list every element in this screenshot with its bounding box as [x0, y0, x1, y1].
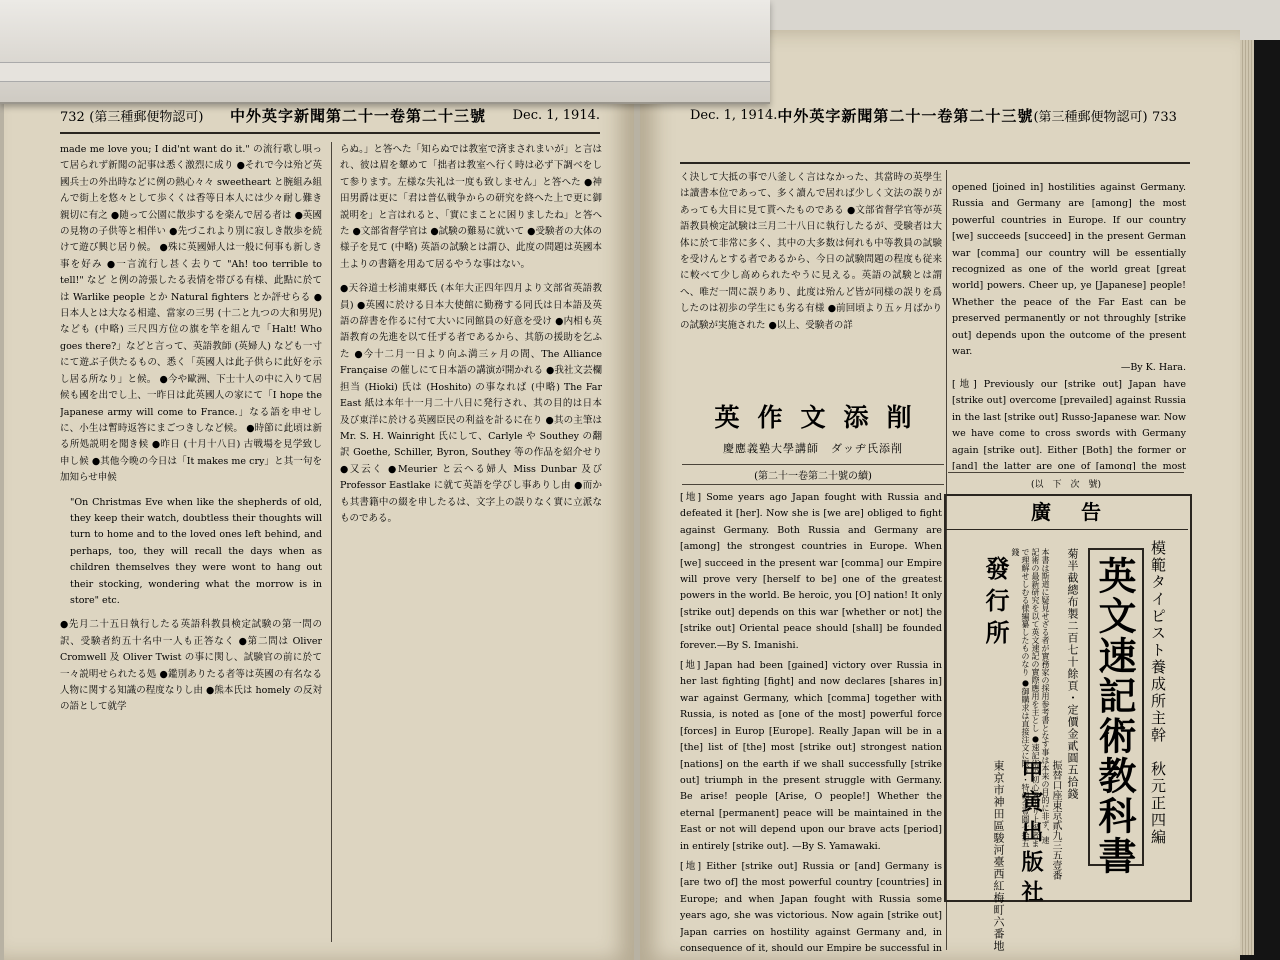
right-col2-entry-2: [地] Previously our [strike out] Japan have [strike out] overcome [prevailed] against Russia in the last [strike out] Russo-Japanese war. Now we have come to cross swords with Germany again [strike out]. Either [Both] the former or [and] the latter are one of [among] the most	[952, 378, 1186, 470]
advertisement-title: 廣告	[944, 494, 1188, 530]
right-col1-entry-2: [地] Japan had been [gained] victory over Russia in her last fighting [fight] and now declares [shares in] war against Germany, which [comma] together with Russia, is noted as [one of the most] powerful force [forces] in Europ [Europe]. Really Japan will be in a [the] list of [the] most [strike out] strongest nation [nations] on the earth if we shall successfully [strike out] triumph in the present struggle with Germany. Be arise! people [Arise, O people!] Whether the eternal [permanent] peace will be maintained in the East or not will depend upon our brave acts [period] in entirely [strike out]. —By S. Yamawaki.	[680, 660, 942, 852]
left-header-rule	[60, 132, 600, 134]
right-column-1-body	[680, 490, 942, 952]
right-col1-entry-1: [地] Some years ago Japan fought with Russia and defeated it [her]. Now she is [we are] obliged to fight against Germany. Both Russia and Germany are [among] the strongest countries in Europe. When [we] succeed in the present war [comma] our Empire will prove very [herself to be] one of the greatest powers in the world. Be heroic, you [O] nation! It only [strike out] depends on this war [whether or not] the [strike out] Oriental peace should [shall] be founded forever.—By S. Imanishi.	[680, 492, 942, 651]
left-page-number: 732	[60, 109, 85, 125]
ad-publisher-label: 發行所	[981, 556, 1010, 652]
ad-school-author: 模範タイピスト養成所主幹 秋元正四編	[1149, 540, 1167, 846]
left-date: Dec. 1, 1914.	[512, 107, 600, 123]
right-header-rule	[680, 162, 1190, 164]
left-column-2	[340, 142, 602, 952]
to-be-continued: (以 下 次 號)	[948, 472, 1184, 490]
right-header-meta	[1033, 106, 1176, 125]
left-header-meta	[60, 106, 203, 125]
right-col2-signature: —By K. Hara.	[1120, 362, 1186, 374]
scanner-clamp	[0, 0, 770, 104]
left-col1-text: made me love you; I did'nt want do it." の流行歌し唄って居られず新聞の記事は悉く激烈に成り ●それで今は殆ど英國兵士の外出時などに例の熱心々々 sweetheart と腕組み組んで街上を悠々として歩くくは香等日本人には少々耐し難き親切に有之 ●随って公園に散歩するを楽んで居る者は ●英國の見物の子供等と相伴い ●先づこれより別に寂しき散歩を続けて遊び興じ居り候。 ●殊に英國婦人は一般に何事も新しき事を好み ●一言流行し甚く去りて "Ah! too terrible to tell!" など と例の誇張したる表情を帯びる有様、此點に於ては Warlike people とか Natural fighters とか評せらる ●日本人とは大なる相違、當家の三男 (十二と九つの大和男児) なども (中略) 三尺四方位の旗を竿を組んで「Halt! Who goes there?」などと言って、英語教師 (英婦人) なども一寸にて遊ぶ子供たるもの、悉く「英國人は此子供らに此好を示し居る所なり」と候。 ●今や歐洲、下士十人の中に入りて居候も國を出でし上、一昨日は此英國人の家にて「I hope the Japanese army will come to France.」なる語を申せしに、小生は暫時返答にまごつきしなど候。 ●時節に此頃は新る所処説明を聞き候 ●昨日 (十月十八日) 古戦場を見学致し申し候 ●其他今晩の今日は「It makes me cry」と其一句を加知らせ申候	[60, 144, 322, 484]
ad-address: 東京市神田區駿河臺西紅梅町六番地	[992, 760, 1005, 952]
right-column-1-top	[680, 170, 942, 390]
right-col2-entry-1: opened [joined in] hostilities against Germany. Russia and Germany are [among] the most powerful countries in Europe. If our country [we] succeeds [succeed] in the present German war [comma] our country will be essentially recognized as one of the world great [great world] powers. Cheer up, ye [Japanese] people! Whether the peace of the Far East can be preserved permanently or not throughly [strike out] depends upon the outcome of the present war.	[952, 182, 1186, 358]
ad-price: 菊半截總布製二百七十餘頁・定價金貳圓五拾錢	[1066, 548, 1079, 800]
right-page-number: 733	[1152, 109, 1177, 125]
left-col1-quote: "On Christmas Eve when like the shepherds of old, they keep their watch, doubtless their thoughts will turn to home and to the loved ones left behind, and perhaps, too, they will recall the days when as children themselves they were wont to hang out their stocking, wondering what the morrow is in store" etc.	[70, 496, 322, 606]
banner-title: 英作文添削	[714, 403, 930, 432]
left-col2-text: らぬ。」と答へた「知らぬでは教室で済まされまいが」と言はれ、彼は眉を顰めて「拙者は教室へ行く時は必ず下調べをして参ります。左様な失礼は一度も致しません」と答へた ●神田男爵は更に「君は普仏戦争からの研究を終へた上で更に御説明を」と言はれると、「實にまことに困りましたね」と答へた ●文部省督学官は ●試験の難易に就いて ●受験者の大体の様子を見て (中略) 英語の試験とは謂ひ、此度の問題は英國本土よりの書籍を用ゐて居るやうな事はない。	[340, 144, 602, 270]
continuation-heading: (第二十一卷第二十號の續)	[682, 464, 944, 485]
page-edges	[1240, 40, 1254, 955]
ad-description: 本書は斯道に疑見せざる者が實務家の採用参考書となす事は本来の目的に非ず、速記術の最新研究を以て英文速記の實際應用を主とし ●速記術の初心者より上級者まで理解せしむる様編纂したものなり ●御購求は直接注文に限り・特價金壹圓七拾五錢	[1011, 548, 1050, 848]
right-page-header	[690, 100, 1177, 130]
right-date: Dec. 1, 1914.	[690, 107, 778, 123]
left-page-header	[60, 100, 600, 130]
right-col1-entry-3: [地] Either [strike out] Russia or [and] Germany is [are two of] the most powerful country [countries] in Europe; and when Japan fought with Russia some years ago, she was victorious. Now again [strike out] Japan carries on hostility against Germany and, in consequence of it, should our Empire be successful in	[680, 860, 942, 952]
ad-publisher-name: 甲寅出版社	[1018, 760, 1044, 910]
left-col2-text-b: ●天谷道士杉浦東郷氏 (本年大正四年四月より文部省英語教員) ●英國に於ける日本大使館に勤務する同氏は日本語及英語の辞書を作るに付て大いに同館員の好意を受け ●内相も英語教育の先進を以て任ずる者であるから、其筋の援助を乞ふた ●今十二月一日より向ふ満三ヶ月の間、The Alliance Française の催しにて日本語の講演が開かれる ●我社文芸欄担当 (Hioki) 氏は (Hoshito) の事なれば (中略) The Far East 紙は本年十一月二十八日に発行され、其の目的は日本及び東洋に於ける英國臣民の利益を計るに在り ●其の主筆は Mr. S. H. Wainright 氏にして、Carlyle や Southey の翻訳 Goethe, Schiller, Byron, Southey 等の作品を紹介せり ●又云く ●Meurier と云へる婦人 Miss Dunbar 及び Professor Eastlake に就て英語を学びし事ありし由 ●而かも其書籍中の綴を申したるは、文字上の誤りなく實に立派なものである。	[340, 283, 602, 524]
right-journal-title: 中外英字新聞第二十一卷第二十三號	[777, 106, 1034, 125]
right-column-2	[952, 180, 1186, 470]
composition-banner	[682, 398, 944, 485]
right-permit: (第三種郵便物認可)	[1033, 109, 1148, 125]
banner-subtitle: 慶應義塾大學講師 ダッヂ氏添削	[723, 442, 903, 455]
left-permit: (第三種郵便物認可)	[89, 109, 204, 125]
ad-book-title: 英文速記術教科書	[1092, 556, 1137, 876]
right-col1-top-text: く決して大抵の事で八釜しく言はなかった、其當時の英學生は讀書本位であって、多く讀んで居れば少しく文法の誤りがあっても大目に見て貰へたものである ●文部省督学官等が英語教員検定試験は三月二十八日に執行したるが、受験者は大体に於て非常に多く、其中の大多数は何れも中等教員の試験を受けんとする者であるから、今日の試験問題の程度も従来に較べて少し高められたやうに見える。英語の試験とは謂へ、唯だ一問に誤りあり、此度は殆んど皆が同様の誤りを爲したのは初歩の学生にも劣る有様 ●前回頃より五ヶ月ばかりの試験が実施された ●以上、受験者の詳	[680, 172, 942, 331]
clamp-bar	[0, 62, 770, 82]
left-journal-title: 中外英字新聞第二十一卷第二十三號	[230, 106, 487, 125]
ad-transfer-account: 振替口座東京貳九三五壹番	[1050, 760, 1061, 880]
left-column-divider	[331, 142, 332, 942]
left-col1-tail: ●先月二十五日執行したる英語科教員検定試験の第一問の訳、受験者約五十名中一人も正答なく ●第二問は Oliver Cromwell 及 Oliver Twist の事に関し、試験官の前に於て一々説明せられたる処 ●鑑別ありたる者等は英國の有名なる人物に関する知識の程度なりし由 ●熊本氏は homely の反対の語として就学	[60, 619, 322, 713]
left-column-1	[60, 142, 322, 952]
